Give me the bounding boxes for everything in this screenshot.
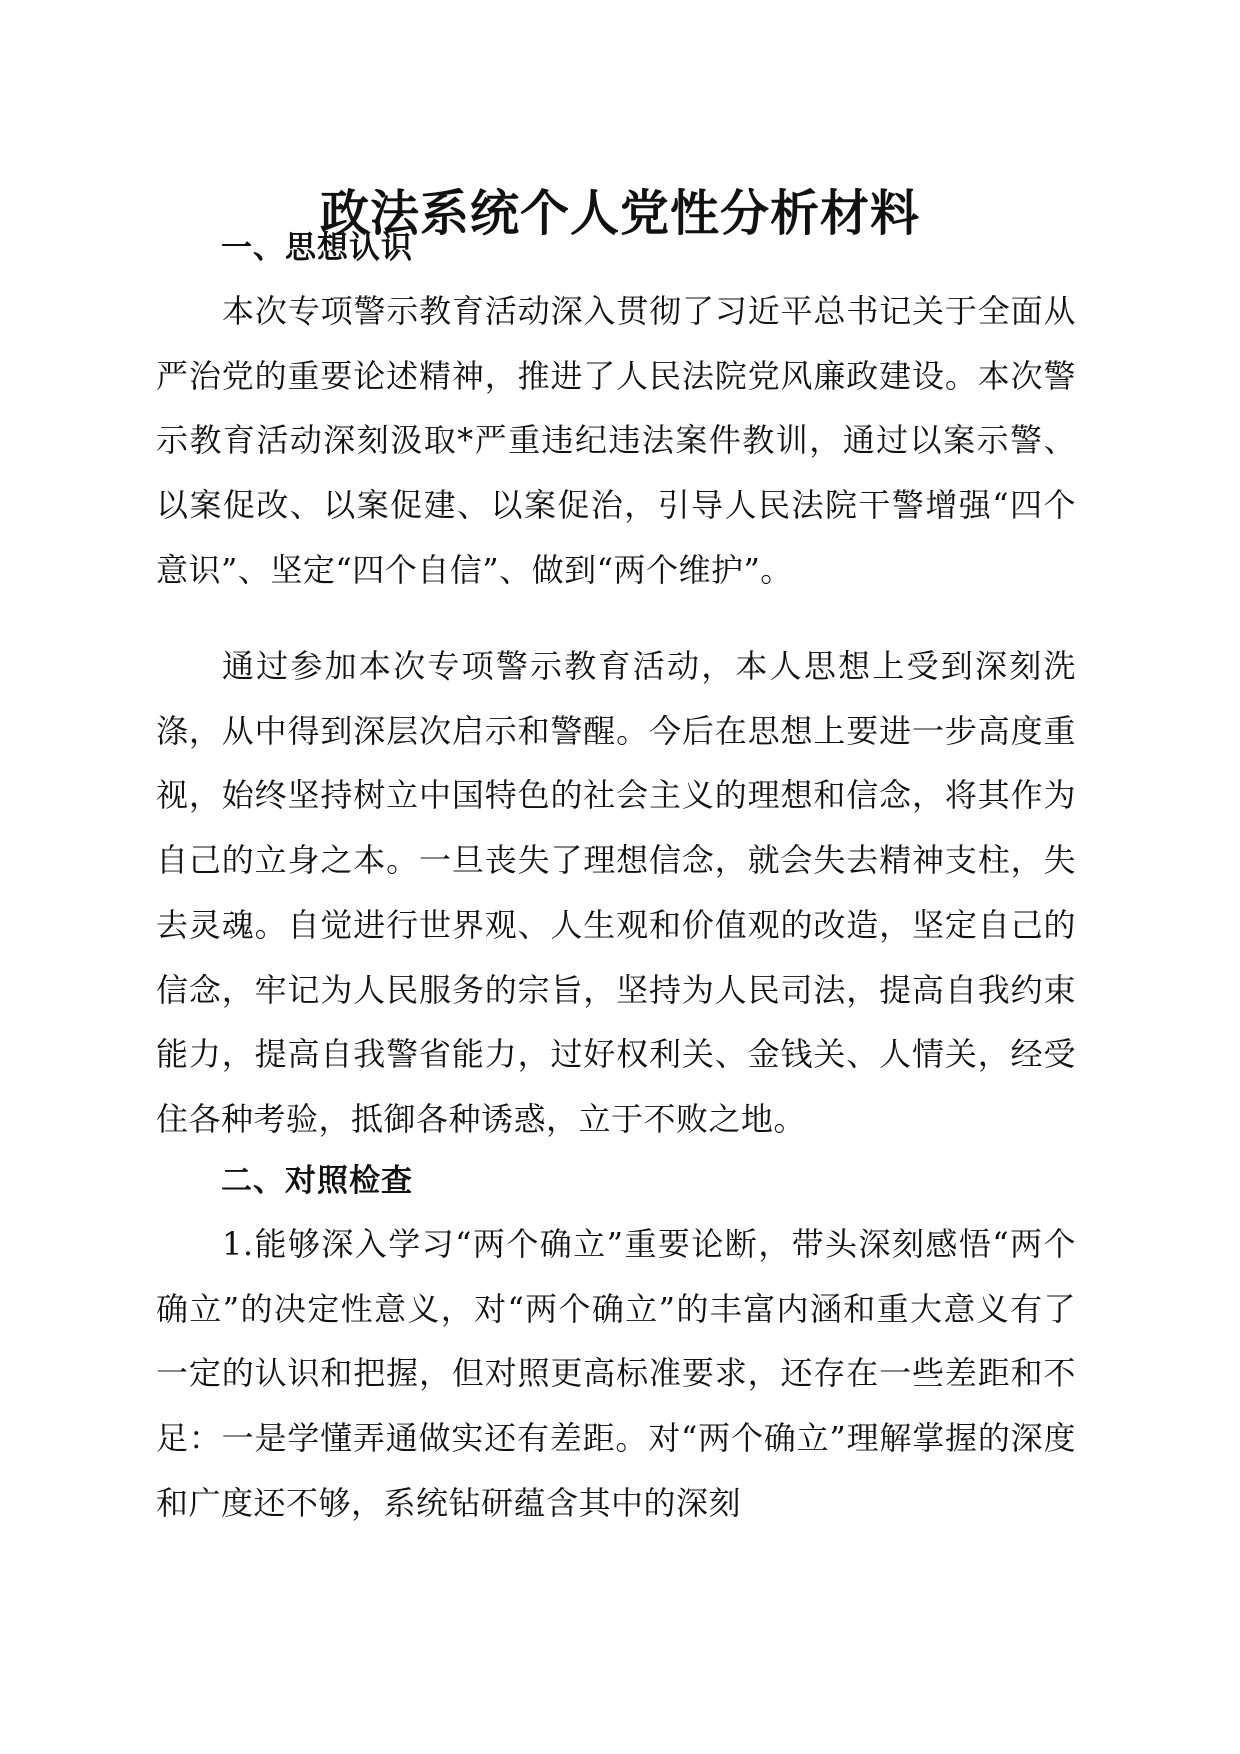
paragraph: 本次专项警示教育活动深入贯彻了习近平总书记关于全面从严治党的重要论述精神，推进了人民法院党风廉政建设。本次警示教育活动深刻汲取*严重违纪违法案件教训，通过以案示警、以案促改、以案促建、以案促治，引导人民法院干警增强“四个意识”、坚定“四个自信”、做到“两个维护”。	[156, 292, 1076, 589]
section-heading-thoughts: 一、思想认识	[221, 230, 413, 266]
section-heading-comparison: 二、对照检查	[221, 1163, 413, 1199]
paragraph: 通过参加本次专项警示教育活动，本人思想上受到深刻洗涤，从中得到深层次启示和警醒。今后在思想上要进一步高度重视，始终坚持树立中国特色的社会主义的理想和信念，将其作为自己的立身之本。一旦丧失了理想信念，就会失去精神支柱，失去灵魂。自觉进行世界观、人生观和价值观的改造，坚定自己的信念，牢记为人民服务的宗旨，坚持为人民司法，提高自我约束能力，提高自我警省能力，过好权利关、金钱关、人情关，经受住各种考验，抵御各种诱惑，立于不败之地。	[156, 647, 1076, 1138]
paragraph: 1.能够深入学习“两个确立”重要论断，带头深刻感悟“两个确立”的决定性意义，对“两个确立”的丰富内涵和重大意义有了一定的认识和把握，但对照更高标准要求，还存在一些差距和不足：一是学懂弄通做实还有差距。对“两个确立”理解掌握的深度和广度还不够，系统钻研蕴含其中的深刻	[156, 1225, 1076, 1522]
document-title: 政法系统个人党性分析材料	[319, 184, 920, 242]
